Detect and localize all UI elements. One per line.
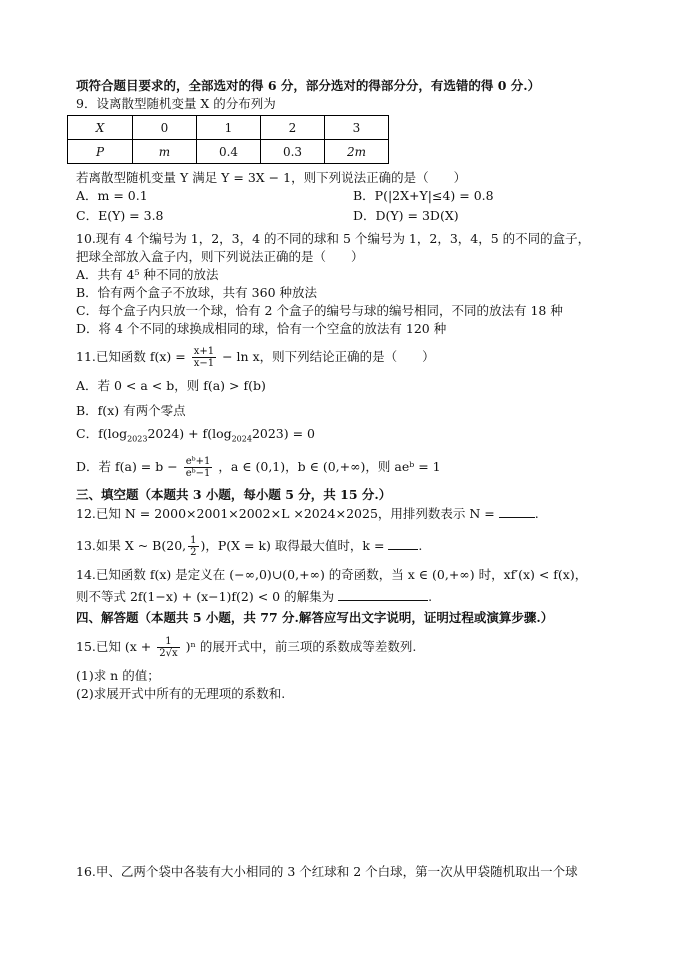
table-cell: 2 (261, 116, 325, 140)
q12 (76, 506, 539, 522)
q11-option-a: A．若 0 < a < b，则 f(a) > f(b) (76, 378, 266, 393)
q10-option-d: D．将 4 个不同的球换成相同的球，恰有一个空盒的放法有 120 种 (76, 321, 447, 336)
q14-text: 则不等式 2f(1−x) + (x−1)f(2) < 0 的解集为 (76, 589, 335, 604)
q14-line2 (76, 589, 432, 605)
q10-stem-line1: 10.现有 4 个编号为 1，2，3，4 的不同的球和 5 个编号为 1，2，3，4，5 的不同的盒子， (76, 231, 591, 246)
q11-fraction (192, 346, 216, 369)
answer-blank[interactable] (388, 538, 418, 550)
q9-condition: 若离散型随机变量 Y 满足 Y = 3X − 1，则下列说法正确的是（ ） (76, 170, 467, 185)
q9-stem: 9．设离散型随机变量 X 的分布列为 (76, 96, 276, 111)
q11-option-c-post: 2023) = 0 (251, 426, 316, 441)
q11-option-c-mid: 2024) + f(log (147, 426, 232, 441)
table-cell: P (68, 140, 133, 164)
q11-option-d-pre: D．若 f(a) = b − (76, 459, 178, 474)
q11-stem-post: − ln x，则下列结论正确的是（ ） (222, 349, 435, 364)
answer-blank[interactable] (499, 506, 535, 518)
q10-option-c: C．每个盒子内只放一个球，恰有 2 个盒子的编号与球的编号相同，不同的放法有 18 种 (76, 303, 563, 318)
q15-fraction (157, 636, 179, 659)
table-cell: 2m (325, 140, 389, 164)
fraction-numerator: 1 (190, 535, 197, 546)
q12-text: 12.已知 N = 2000×2001×2002×L ×2024×2025，用排列数表示 N = (76, 506, 495, 521)
q11-d-fraction (184, 456, 213, 479)
answer-blank[interactable] (338, 589, 428, 601)
table-cell: 3 (325, 116, 389, 140)
q11-option-d-post: ，a ∈ (0,1)，b ∈ (0,+∞)，则 aeᵇ = 1 (218, 459, 441, 474)
q10-option-b: B．恰有两个盒子不放球，共有 360 种放法 (76, 285, 317, 300)
section-3-heading: 三、填空题（本题共 3 小题，每小题 5 分，共 15 分.） (76, 487, 392, 502)
q11-option-d (76, 456, 441, 479)
fraction-denominator: 2 (190, 547, 197, 558)
q9-option-a: A．m = 0.1 (76, 188, 148, 203)
q13-post: )，P(X = k) 取得最大值时，k = (200, 538, 385, 553)
section-4-heading: 四、解答题（本题共 5 小题，共 77 分.解答应写出文字说明，证明过程或演算步骤.） (76, 610, 554, 625)
q11-option-c (76, 426, 315, 448)
table-cell: X (68, 116, 133, 140)
q10-stem-line2: 把球全部放入盒子内，则下列说法正确的是（ ） (76, 249, 364, 264)
q9-option-d: D．D(Y) = 3D(X) (353, 208, 459, 223)
q16-line1: 16.甲、乙两个袋中各装有大小相同的 3 个红球和 2 个白球，第一次从甲袋随机取出一个球 (76, 864, 578, 879)
table-cell: 0.3 (261, 140, 325, 164)
q14-end: . (428, 589, 433, 604)
distribution-table (67, 115, 389, 164)
q13-fraction (188, 535, 198, 558)
table-row (68, 140, 389, 164)
fraction-numerator: 1 (157, 636, 179, 648)
q11-option-b: B．f(x) 有两个零点 (76, 403, 186, 418)
q13 (76, 535, 422, 558)
q11-option-c-pre: C．f(log (76, 426, 128, 441)
q15-part2: (2)求展开式中所有的无理项的系数和. (76, 686, 286, 701)
fraction-denominator: 2√x (159, 648, 178, 659)
q14-line1: 14.已知函数 f(x) 是定义在 (−∞,0)∪(0,+∞) 的奇函数，当 x ∈ (0,+∞) 时，xf′(x) < f(x)， (76, 567, 588, 582)
log-base: 2023 (127, 434, 148, 444)
log-base: 2024 (231, 434, 252, 444)
table-cell: 0 (133, 116, 197, 140)
q13-pre: 13.如果 X ~ B (76, 538, 162, 553)
q9-option-c: C．E(Y) = 3.8 (76, 208, 164, 223)
q13-end: . (418, 538, 423, 553)
fraction-numerator: x+1 (193, 346, 215, 357)
q15-part1: (1)求 n 的值； (76, 668, 160, 683)
q15-pre: 15.已知 (x + (76, 639, 152, 654)
q15-stem (76, 636, 416, 659)
fraction-numerator: eᵇ+1 (185, 456, 211, 467)
table-row (68, 116, 389, 140)
table-cell: m (133, 140, 197, 164)
q10-option-a: A．共有 4⁵ 种不同的放法 (76, 267, 219, 282)
header-note: 项符合题目要求的，全部选对的得 6 分，部分选对的得部分分，有选错的得 0 分.） (76, 78, 541, 93)
q9-option-b: B．P(|2X+Y|≤4) = 0.8 (353, 188, 494, 203)
table-cell: 1 (197, 116, 261, 140)
fraction-denominator: x−1 (193, 358, 215, 369)
q11-stem-pre: 11.已知函数 f(x) = (76, 349, 186, 364)
q12-end: . (534, 506, 539, 521)
q15-post: )ⁿ 的展开式中，前三项的系数成等差数列. (185, 639, 417, 654)
table-cell: 0.4 (197, 140, 261, 164)
q11-stem (76, 346, 435, 369)
fraction-denominator: eᵇ−1 (185, 468, 211, 479)
q13-mid: (20, (161, 538, 187, 553)
